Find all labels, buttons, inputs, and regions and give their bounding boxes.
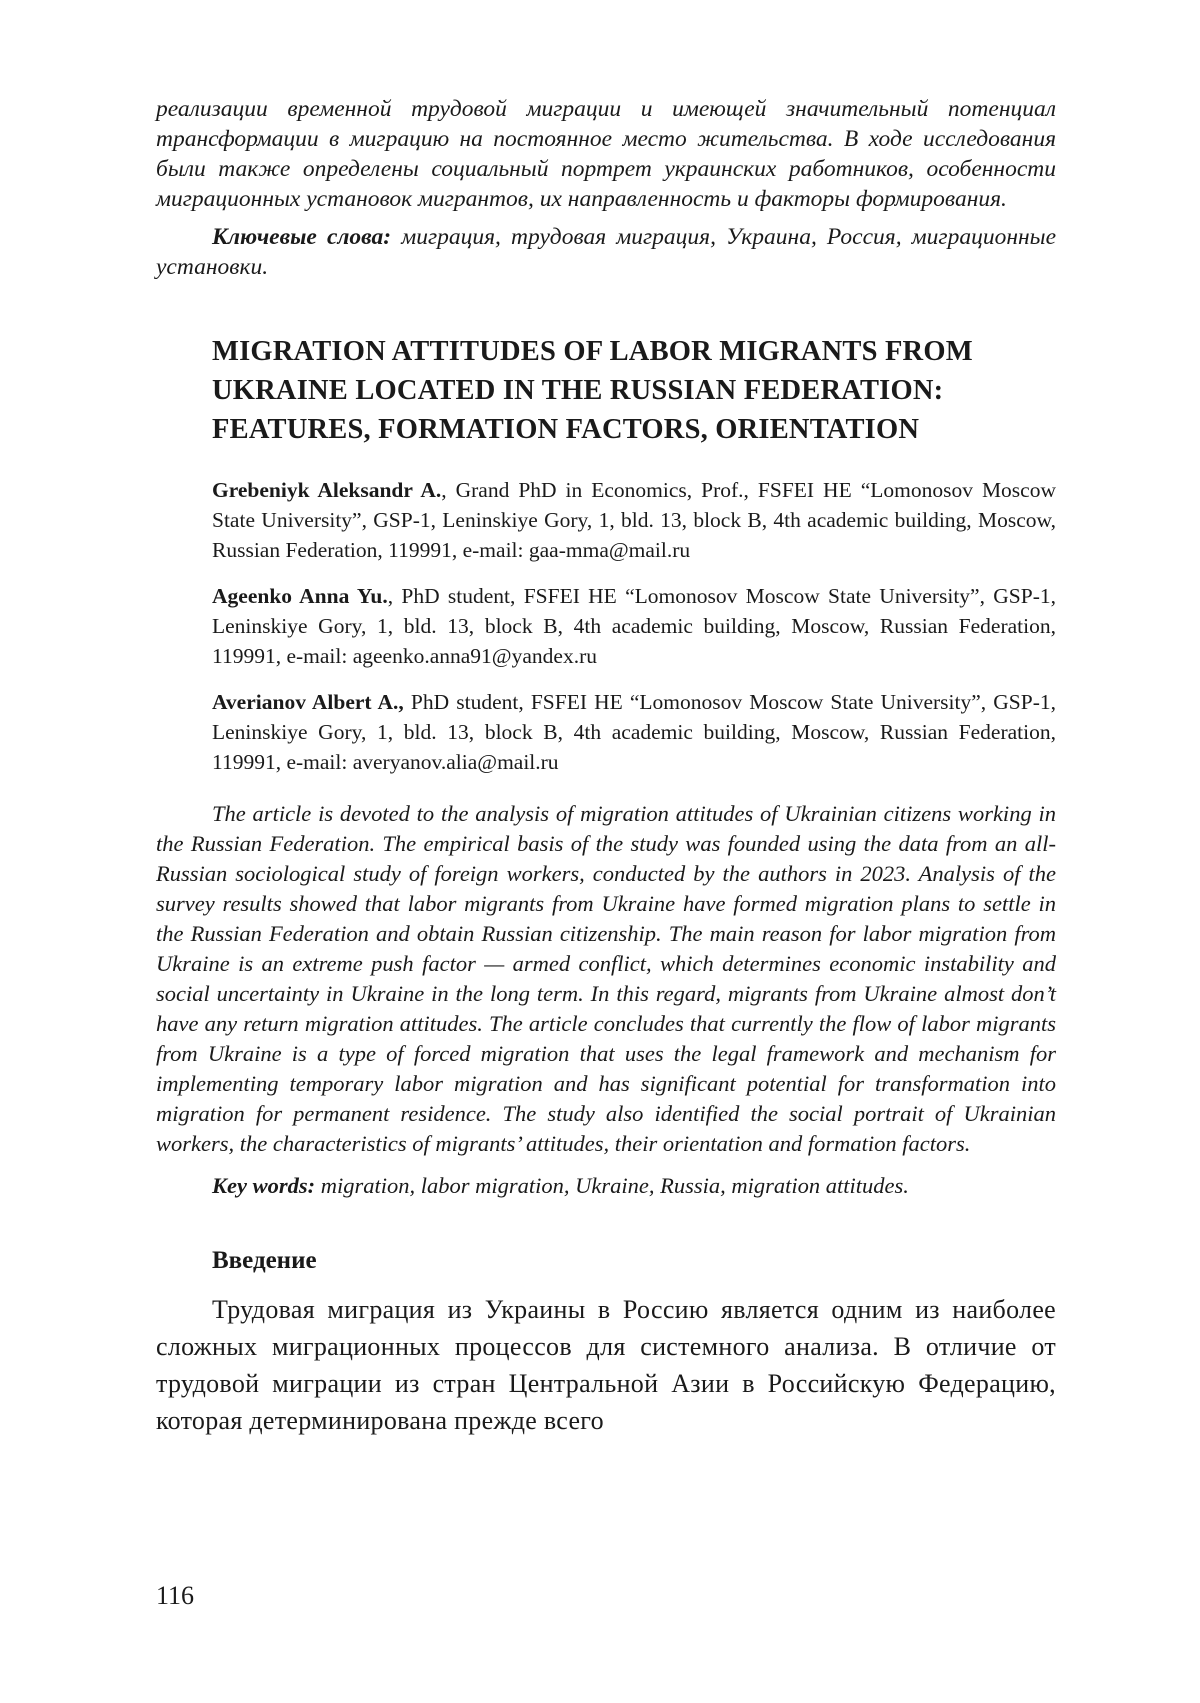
article-title-line: UKRAINE LOCATED IN THE RUSSIAN FEDERATION: xyxy=(212,375,944,406)
article-title xyxy=(212,332,1056,449)
russian-keywords-label: Ключевые слова: xyxy=(212,224,392,250)
author-name: Grebeniyk Aleksandr A. xyxy=(212,478,442,502)
author-entry xyxy=(212,581,1056,671)
introduction-heading: Введение xyxy=(212,1247,317,1274)
russian-keywords xyxy=(156,222,1056,282)
russian-keywords-text: миграция, трудовая миграция, Украина, Россия, миграционные установки. xyxy=(156,224,1057,280)
author-affiliation: , Grand PhD in Economics, Prof., FSFEI HE “Lomonosov Moscow State University”, GSP-1, Leninskiye Gory, 1, bld. 13, block B, 4th academic building, Moscow, Russian Federation, 119991, e-mail: gaa-mma@mail.ru xyxy=(212,478,1056,562)
article-title-line: FEATURES, FORMATION FACTORS, ORIENTATION xyxy=(212,414,920,445)
english-keywords-text: migration, labor migration, Ukraine, Russia, migration attitudes. xyxy=(315,1173,909,1198)
page-number: 116 xyxy=(156,1581,195,1610)
english-keywords xyxy=(156,1171,1056,1201)
russian-abstract-continuation: реализации временной трудовой миграции и имеющей значительный потенциал трансформации в миграцию на постоянное место жительства. В ходе исследования были также определены социальный портрет украинских работников, особенности миграционных установок мигрантов, их направленность и факторы формирования. xyxy=(156,96,1056,212)
introduction-body xyxy=(156,1291,1056,1439)
page-content xyxy=(156,94,1056,1439)
author-list xyxy=(212,475,1056,777)
author-affiliation: , PhD student, FSFEI HE “Lomonosov Moscow State University”, GSP-1, Leninskiye Gory, 1, bld. 13, block B, 4th academic building, Moscow, Russian Federation, 119991, e-mail: ageenko.anna91@yandex.ru xyxy=(212,584,1056,668)
english-abstract-text: The article is devoted to the analysis of migration attitudes of Ukrainian citizens working in the Russian Federation. The empirical basis of the study was founded using the data from an all-Russian sociological study of foreign workers, conducted by the authors in 2023. Analysis of the survey results showed that labor migrants from Ukraine have formed migration plans to settle in the Russian Federation and obtain Russian citizenship. The main reason for labor migration from Ukraine is an extreme push factor — armed conflict, which determines economic instability and social uncertainty in Ukraine in the long term. In this regard, migrants from Ukraine almost don’t have any return migration attitudes. The article concludes that currently the flow of labor migrants from Ukraine is a type of forced migration that uses the legal framework and mechanism for implementing temporary labor migration and has significant potential for transformation into migration for permanent residence. The study also identified the social portrait of Ukrainian workers, the characteristics of migrants’ attitudes, their orientation and formation factors. xyxy=(156,801,1056,1156)
author-name: Averianov Albert A., xyxy=(212,690,404,714)
author-name: Ageenko Anna Yu. xyxy=(212,584,388,608)
english-keywords-label: Key words: xyxy=(212,1173,316,1198)
english-abstract xyxy=(156,799,1056,1201)
article-title-line: MIGRATION ATTITUDES OF LABOR MIGRANTS FROM xyxy=(212,336,973,367)
author-affiliation: PhD student, FSFEI HE “Lomonosov Moscow State University”, GSP-1, Leninskiye Gory, 1, bld. 13, block B, 4th academic building, Moscow, Russian Federation, 119991, e-mail: averyanov.alia@mail.ru xyxy=(212,690,1056,774)
introduction-paragraph: Трудовая миграция из Украины в Россию является одним из наиболее сложных миграционных процессов для системного анализа. В отличие от трудовой миграции из стран Центральной Азии в Российскую Федерацию, которая детерминирована прежде всего xyxy=(156,1295,1056,1435)
russian-abstract xyxy=(156,94,1056,282)
author-entry xyxy=(212,475,1056,565)
author-entry xyxy=(212,687,1056,777)
